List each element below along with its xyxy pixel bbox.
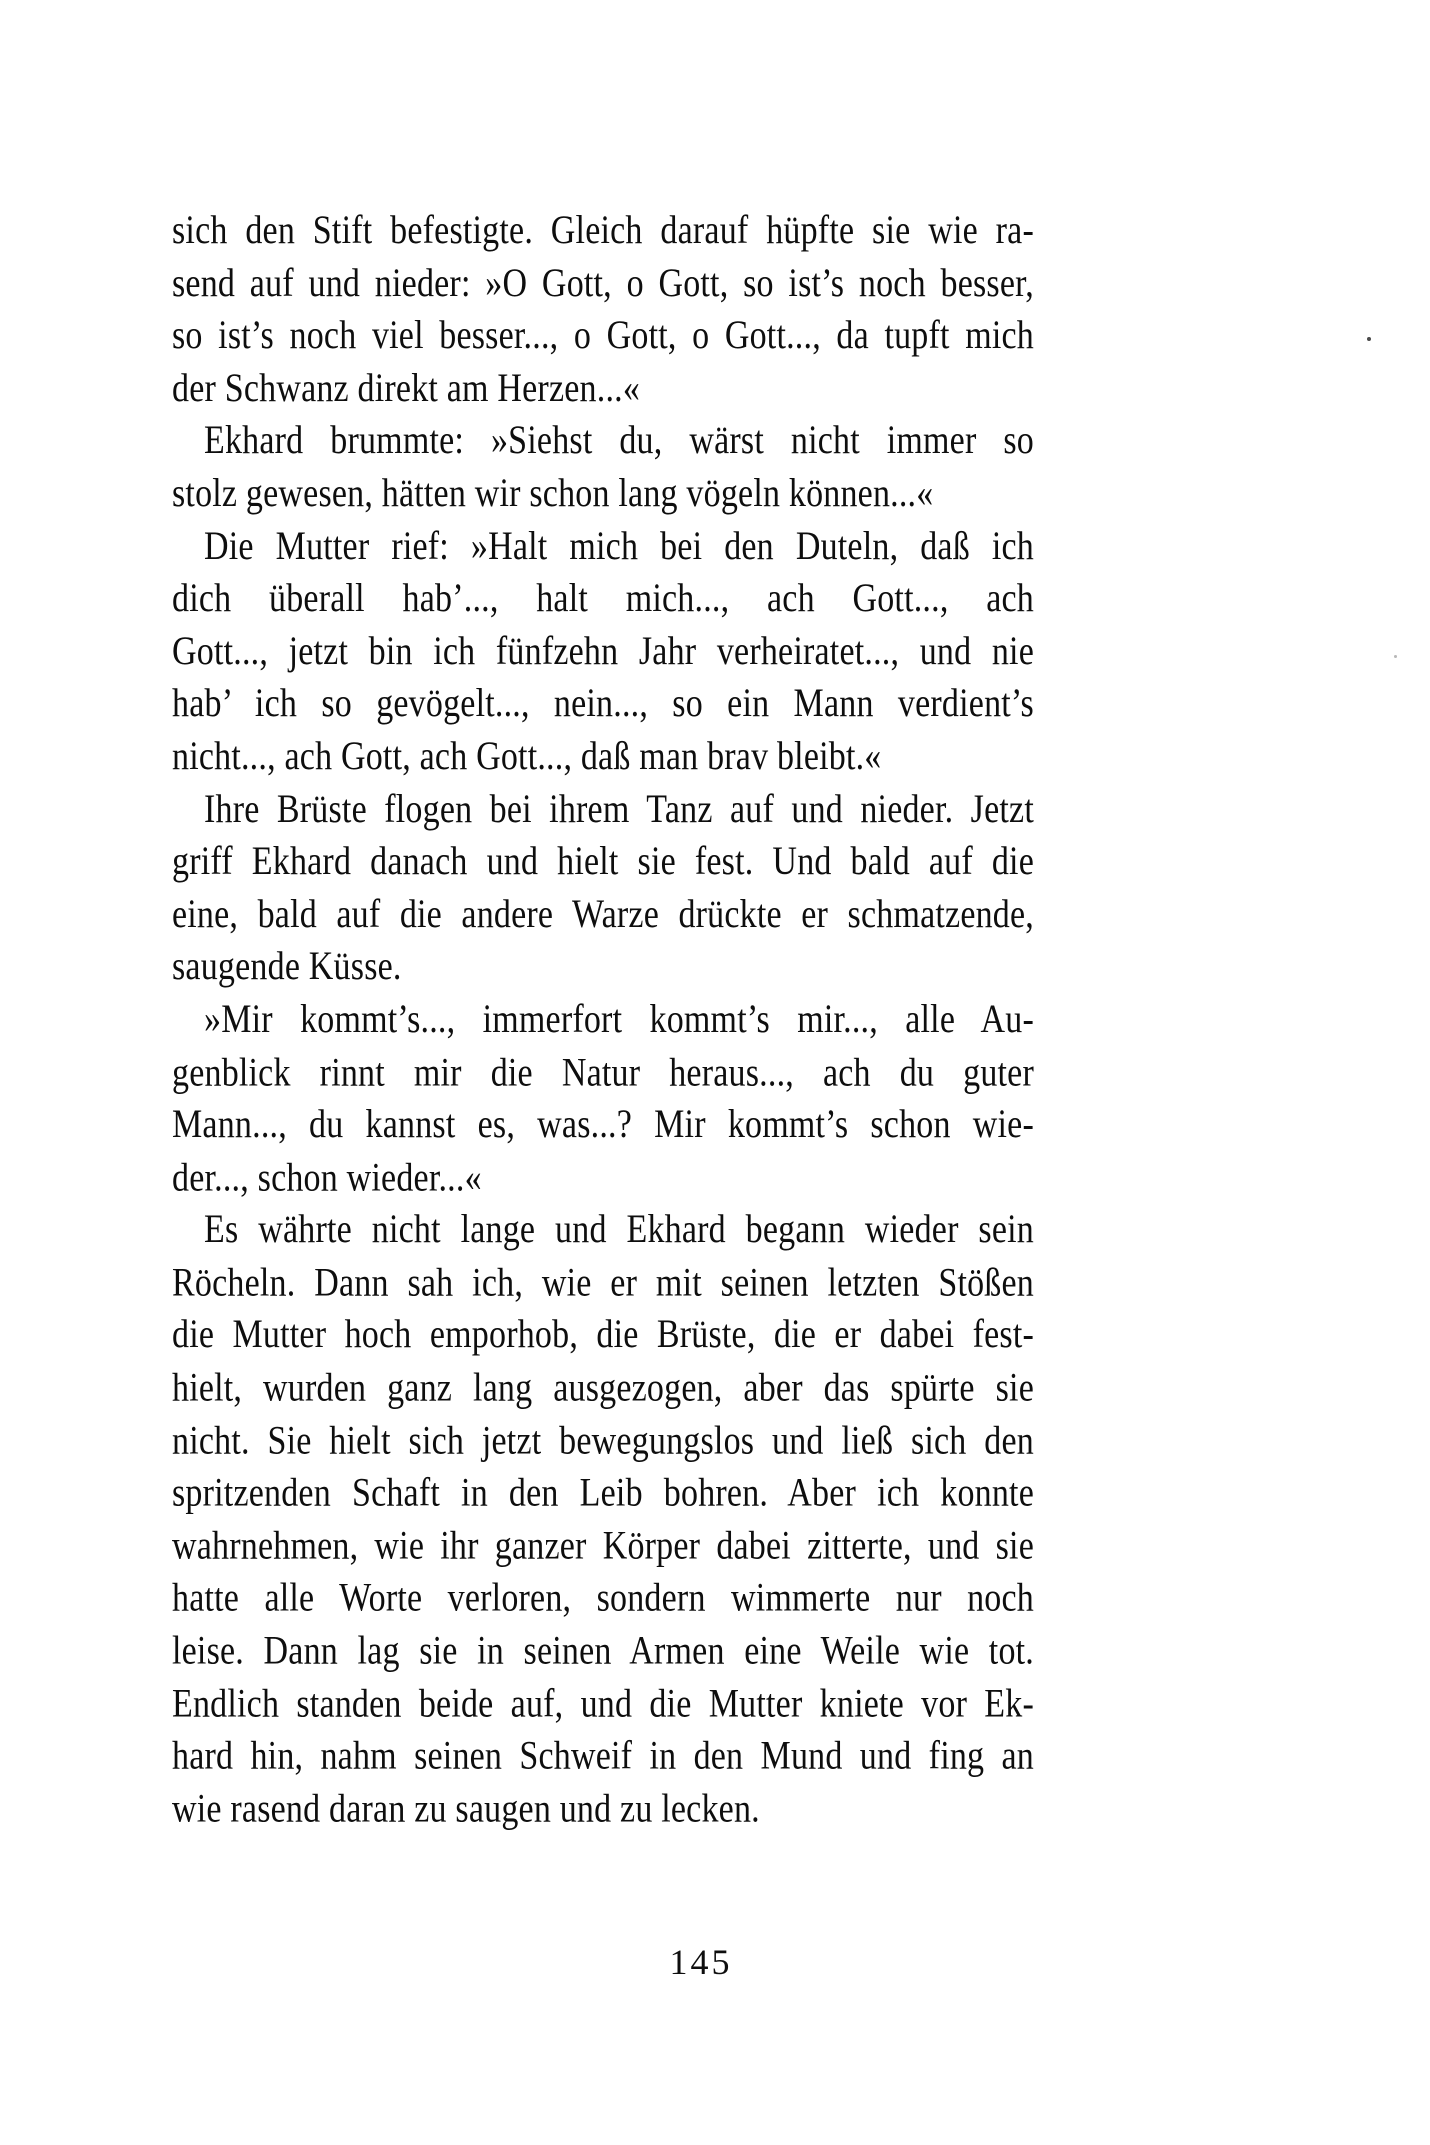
paragraph: [172, 784, 1034, 994]
text-line: Ihre Brüste flogen bei ihrem Tanz auf und nieder. Jetzt: [204, 787, 1034, 832]
paragraph: [172, 415, 1034, 520]
text-line: Die Mutter rief: »Halt mich bei den Duteln, daß ich: [204, 524, 1034, 568]
text-line: stolz gewesen, hätten wir schon lang vögeln können...«: [172, 471, 934, 516]
text-line: sich den Stift befestigte. Gleich darauf hüpfte sie wie ra-: [172, 208, 1034, 253]
text-line: griff Ekhard danach und hielt sie fest. Und bald auf die: [172, 839, 1034, 884]
text-line: Röcheln. Dann sah ich, wie er mit seinen letzten Stößen: [172, 1260, 1034, 1305]
paragraph: [172, 521, 1034, 784]
page-text: [172, 205, 1034, 1836]
text-line: wahrnehmen, wie ihr ganzer Körper dabei zitterte, und sie: [172, 1524, 1034, 1568]
text-line: »Mir kommt’s..., immerfort kommt’s mir..., alle Au-: [204, 997, 1034, 1042]
text-line: Es währte nicht lange und Ekhard begann wieder sein: [204, 1208, 1034, 1252]
text-line: Endlich standen beide auf, und die Mutter kniete vor Ek-: [172, 1681, 1034, 1726]
text-line: eine, bald auf die andere Warze drückte er schmatzende,: [172, 892, 1034, 937]
paragraph: [172, 1205, 1034, 1836]
paragraph: [172, 994, 1034, 1204]
text-line: nicht..., ach Gott, ach Gott..., daß man brav bleibt.«: [172, 734, 882, 779]
text-line: hab’ ich so gevögelt..., nein..., so ein Mann verdient’s: [172, 682, 1034, 726]
text-line: wie rasend daran zu saugen und zu lecken.: [172, 1787, 760, 1831]
text-line: leise. Dann lag sie in seinen Armen eine Weile wie tot.: [172, 1629, 1034, 1673]
text-line: Gott..., jetzt bin ich fünfzehn Jahr verheiratet..., und nie: [172, 629, 1034, 674]
text-line: Mann..., du kannst es, was...? Mir kommt’s schon wie-: [172, 1103, 1034, 1147]
text-line: saugende Küsse.: [172, 945, 402, 989]
text-line: die Mutter hoch emporhob, die Brüste, die er dabei fest-: [172, 1313, 1034, 1358]
scan-speck-icon: [1394, 655, 1397, 658]
scan-speck-icon: [1367, 337, 1371, 341]
text-line: genblick rinnt mir die Natur heraus..., ach du guter: [172, 1050, 1034, 1095]
text-line: der..., schon wieder...«: [172, 1155, 482, 1200]
paragraph: [172, 205, 1034, 415]
text-line: hard hin, nahm seinen Schweif in den Mund und fing an: [172, 1734, 1034, 1779]
text-line: der Schwanz direkt am Herzen...«: [172, 366, 641, 411]
text-line: spritzenden Schaft in den Leib bohren. Aber ich konnte: [172, 1471, 1034, 1516]
text-line: hatte alle Worte verloren, sondern wimmerte nur noch: [172, 1576, 1034, 1621]
page-number: 145: [669, 1942, 733, 1982]
text-line: Ekhard brummte: »Siehst du, wärst nicht immer so: [204, 419, 1034, 463]
text-line: send auf und nieder: »O Gott, o Gott, so ist’s noch besser,: [172, 261, 1034, 305]
text-line: so ist’s noch viel besser..., o Gott, o Gott..., da tupft mich: [172, 313, 1034, 358]
text-line: dich überall hab’..., halt mich..., ach Gott..., ach: [172, 576, 1034, 621]
text-line: hielt, wurden ganz lang ausgezogen, aber das spürte sie: [172, 1366, 1034, 1410]
text-line: nicht. Sie hielt sich jetzt bewegungslos und ließ sich den: [172, 1418, 1034, 1463]
